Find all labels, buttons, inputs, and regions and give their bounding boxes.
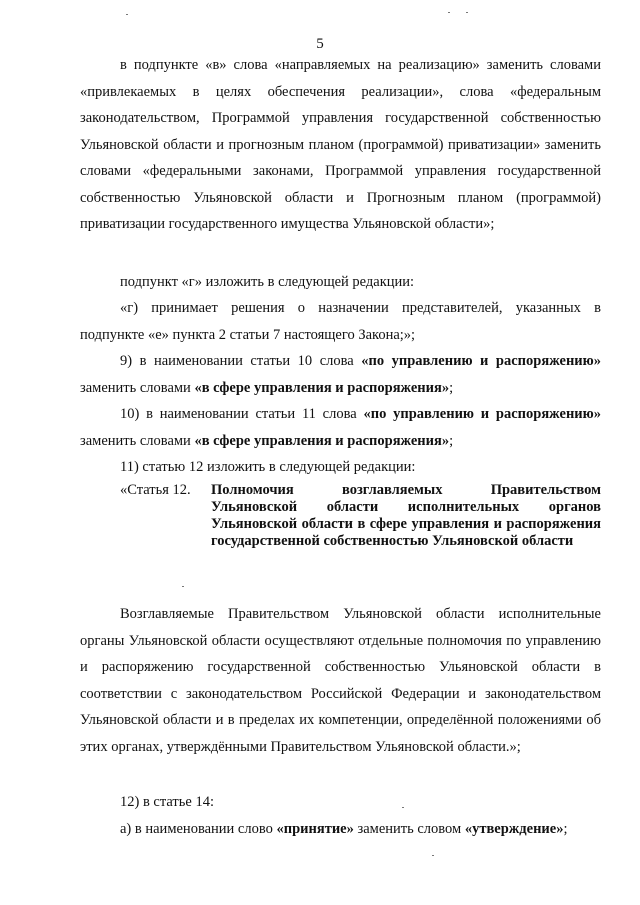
paragraph-subpoint-g-intro: [80, 269, 601, 296]
paragraph-subpoint-v: [80, 52, 601, 238]
bold-phrase: «по управлению и распоряжению»: [361, 353, 601, 369]
bold-phrase: «по управлению и распоряжению»: [363, 406, 601, 422]
paragraph-text: ;: [563, 821, 568, 837]
scan-speck: [432, 855, 434, 856]
scan-speck: [448, 12, 450, 13]
paragraph-text: заменить словами: [80, 432, 195, 449]
bold-phrase: «в сфере управления и распоряжения»: [194, 379, 450, 396]
scan-speck: [466, 12, 468, 13]
paragraph-text: подпункт «г» изложить в следующей редакции:: [120, 274, 415, 290]
page-number: 5: [316, 36, 324, 52]
paragraph-item-11: [80, 454, 601, 481]
paragraph-subpoint-g-text: [80, 295, 601, 348]
paragraph-item-12: [80, 789, 601, 816]
article-label: «Статья 12.: [120, 482, 191, 498]
paragraph-item-12-a: [80, 816, 601, 843]
paragraph-item-9: [80, 348, 601, 401]
paragraph-item-10: [80, 401, 601, 454]
bold-phrase: «утверждение»: [464, 821, 564, 837]
bold-phrase: «в сфере управления и распоряжения»: [194, 432, 450, 449]
paragraph-text: ;: [449, 432, 454, 449]
paragraph-text: 10) в наименовании статьи 11 слова: [120, 406, 364, 422]
scan-speck: [182, 586, 184, 587]
paragraph-text: а) в наименовании слово: [120, 821, 277, 837]
article-title: Полномочия возглавляемых Правительством Ульяновской области исполнительных органов Ульяновской области в сфере управления и распоряжения государственной собственностью Ульяновской области: [211, 482, 601, 549]
paragraph-text: Возглавляемые Правительством Ульяновской области исполнительные органы Ульяновской области осуществляют отдельные полномочия по управлению и распоряжению государственной собственностью Ульяновской области в соответствии с законодательством Российской Федерации и законодательством Ульяновской области и в пределах их компетенции, определённой положениями об этих органах, утверждёнными Правительством Ульяновской области.»;: [80, 606, 601, 755]
paragraph-text: 11) статью 12 изложить в следующей редакции:: [120, 459, 416, 475]
paragraph-text: 9) в наименовании статьи 10 слова: [120, 353, 362, 369]
paragraph-text: «г) принимает решения о назначении представителей, указанных в подпункте «е» пункта 2 статьи 7 настоящего Закона;»;: [80, 300, 601, 343]
scan-speck: [126, 14, 128, 15]
paragraph-text: заменить словами: [80, 379, 195, 396]
paragraph-text: в подпункте «в» слова «направляемых на реализацию» заменить словами «привлекаемых в целях обеспечения реализации», слова «федеральным законодательством, Программой управления государственной собственностью Ульяновской области и прогнозным планом (программой) приватизации» заменить словами «федеральными законами, Программой управления государственной собственностью Ульяновской области и Прогнозным планом (программой) приватизации государственного имущества Ульяновской области»;: [80, 57, 601, 232]
paragraph-text: заменить словом: [353, 821, 465, 837]
paragraph-text: 12) в статье 14:: [120, 794, 214, 810]
scan-speck: [402, 807, 404, 808]
paragraph-article-body: [80, 601, 601, 760]
bold-phrase: «принятие»: [276, 821, 354, 837]
paragraph-text: ;: [449, 379, 454, 396]
